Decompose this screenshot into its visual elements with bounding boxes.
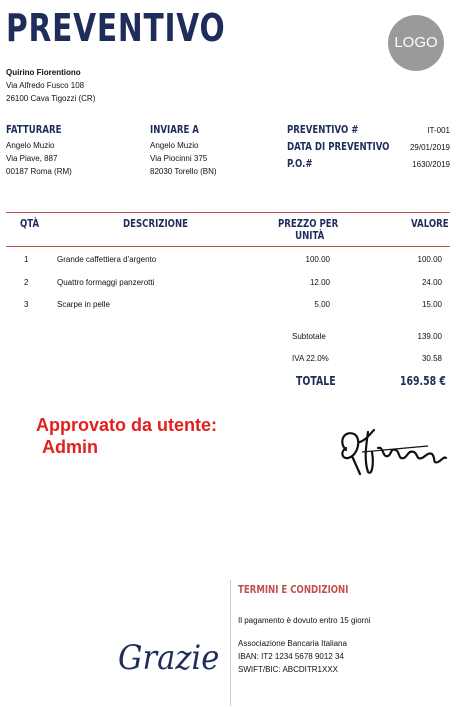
bill-to-address-line2: 00187 Roma (RM): [6, 167, 72, 176]
row-unit-price: 100.00: [305, 255, 330, 264]
approval-line1: Approvato da utente:: [36, 415, 218, 435]
terms-heading: TERMINI E CONDIZIONI: [238, 583, 349, 596]
signature-image: [332, 412, 450, 492]
tax-label: IVA 22.0%: [292, 354, 329, 363]
thank-you-text: Grazie: [118, 638, 220, 678]
sender-address-line1: Via Alfredo Fusco 108: [6, 81, 85, 90]
bank-swift: SWIFT/BIC: ABCDITR1XXX: [238, 665, 339, 674]
bill-to-heading: FATTURARE: [6, 123, 62, 136]
sender-block: [6, 66, 95, 105]
bank-iban: IBAN: IT2 1234 5678 9012 34: [238, 652, 344, 661]
quote-date-value: 29/01/2019: [409, 143, 450, 152]
quote-number-label: PREVENTIVO #: [287, 123, 359, 136]
footer-divider: [230, 580, 231, 706]
quote-date-label: DATA DI PREVENTIVO: [287, 140, 390, 153]
column-header-unit-price: [278, 218, 338, 242]
document-title: PREVENTIVO: [6, 6, 226, 50]
bill-to-block: [6, 139, 72, 178]
subtotal-label: Subtotale: [292, 332, 326, 341]
column-header-amount: VALORE: [411, 217, 449, 230]
tax-value: 30.58: [421, 354, 442, 363]
row-amount: 100.00: [417, 255, 442, 264]
column-header-unit-price-line2: UNITÀ: [295, 229, 325, 242]
row-qty: 3: [24, 300, 29, 309]
ship-to-address-line2: 82030 Torello (BN): [150, 167, 217, 176]
logo-placeholder: LOGO: [388, 15, 444, 71]
total-value: 169.58 €: [400, 374, 446, 388]
row-amount: 15.00: [421, 300, 442, 309]
ship-to-address-line1: Via Piocinni 375: [150, 154, 208, 163]
table-header-rule: [6, 246, 450, 247]
ship-to-block: [150, 139, 217, 178]
row-amount: 24.00: [421, 278, 442, 287]
bill-to-name: Angelo Muzio: [6, 141, 55, 150]
subtotal-value: 139.00: [417, 332, 442, 341]
terms-text: Il pagamento è dovuto entro 15 giorni: [238, 616, 371, 625]
table-top-rule: [6, 212, 450, 213]
sender-name: Quirino Fiorentiono: [6, 68, 81, 77]
column-header-description: DESCRIZIONE: [123, 217, 189, 230]
row-description: Quattro formaggi panzerotti: [57, 278, 155, 287]
ship-to-heading: INVIARE A: [150, 123, 199, 136]
approval-stamp: [36, 414, 217, 458]
column-header-qty: QTÀ: [20, 217, 40, 230]
row-description: Scarpe in pelle: [57, 300, 110, 309]
bill-to-address-line1: Via Piave, 887: [6, 154, 58, 163]
approval-user: Admin: [42, 437, 98, 457]
row-qty: 1: [24, 255, 29, 264]
row-unit-price: 5.00: [314, 300, 330, 309]
bank-details: [238, 637, 347, 676]
quote-number-value: IT-001: [427, 126, 450, 135]
bank-name: Associazione Bancaria Italiana: [238, 639, 347, 648]
po-value: 1630/2019: [412, 160, 450, 169]
ship-to-name: Angelo Muzio: [150, 141, 199, 150]
row-unit-price: 12.00: [309, 278, 330, 287]
row-qty: 2: [24, 278, 29, 287]
po-label: P.O.#: [287, 157, 313, 170]
row-description: Grande caffettiera d'argento: [57, 255, 157, 264]
total-label: TOTALE: [296, 374, 336, 388]
sender-address-line2: 26100 Cava Tigozzi (CR): [6, 94, 96, 103]
column-header-unit-price-line1: PREZZO PER: [278, 217, 339, 230]
